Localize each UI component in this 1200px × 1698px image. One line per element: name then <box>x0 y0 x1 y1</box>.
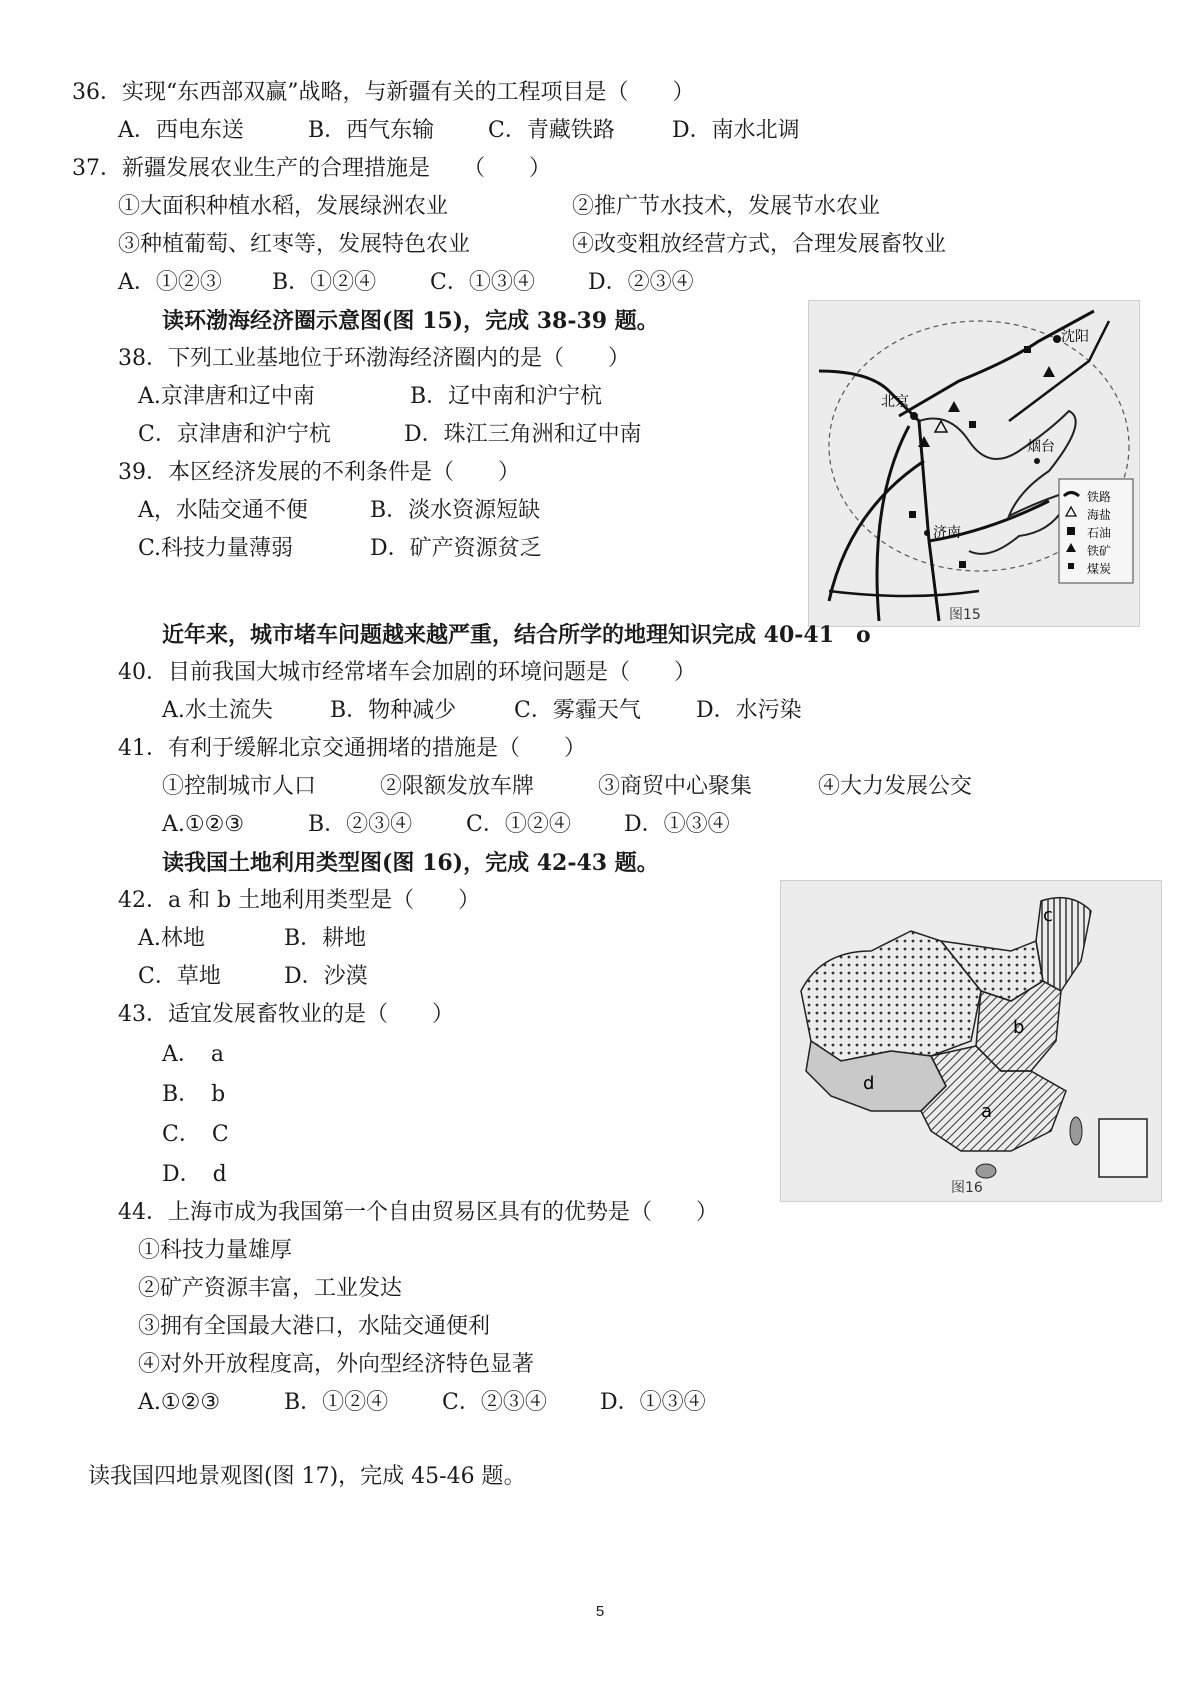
option-44-c: C．②③④ <box>442 1390 547 1415</box>
statement-44-2: ②矿产资源丰富，工业发达 <box>138 1276 403 1301</box>
question-37: 37．新疆发展农业生产的合理措施是 （ ） <box>72 156 551 181</box>
legend-iron: 铁矿 <box>1087 544 1112 558</box>
option-38-b: B．辽中南和沪宁杭 <box>410 384 603 409</box>
intro-38-39: 读环渤海经济圈示意图(图 15)，完成 38-39 题。 <box>162 308 659 334</box>
statement-37-1: ①大面积种植水稻，发展绿洲农业 <box>118 194 449 219</box>
figure-15-bohai-map <box>808 300 1140 627</box>
option-40-d: D．水污染 <box>696 698 802 723</box>
city-label-beijing: 北京 <box>881 394 909 410</box>
question-36: 36．实现“东西部双赢”战略，与新疆有关的工程项目是（ ） <box>72 80 695 105</box>
bohai-map-drawing <box>809 301 1139 626</box>
city-label-jinan: 济南 <box>933 525 961 541</box>
option-43-b: B． b <box>162 1082 226 1107</box>
option-39-a: A，水陆交通不便 <box>138 498 308 523</box>
intro-40-41: 近年来，城市堵车问题越来越严重，结合所学的地理知识完成 40-41 o <box>162 622 871 648</box>
salt-symbol <box>935 421 947 432</box>
legend-coal: 煤炭 <box>1087 562 1112 576</box>
question-41: 41．有利于缓解北京交通拥堵的措施是（ ） <box>118 736 586 761</box>
option-41-b: B．②③④ <box>308 812 413 837</box>
page-number: 5 <box>595 1603 605 1620</box>
label-c: c <box>1043 905 1053 926</box>
option-42-b: B．耕地 <box>284 926 367 951</box>
option-39-c: C.科技力量薄弱 <box>138 536 294 561</box>
statement-44-4: ④对外开放程度高，外向型经济特色显著 <box>138 1352 535 1377</box>
city-dot-beijing <box>910 412 918 420</box>
question-38: 38．下列工业基地位于环渤海经济圈内的是（ ） <box>118 346 630 371</box>
option-41-d: D．①③④ <box>624 812 730 837</box>
option-38-c: C．京津唐和沪宁杭 <box>138 422 331 447</box>
statement-41-4: ④大力发展公交 <box>818 774 973 799</box>
iron-symbol <box>948 401 960 412</box>
statement-37-3: ③种植葡萄、红枣等，发展特色农业 <box>118 232 471 257</box>
city-label-shenyang: 沈阳 <box>1061 329 1089 345</box>
option-43-c: C． C <box>162 1122 229 1147</box>
statement-41-3: ③商贸中心聚集 <box>598 774 753 799</box>
option-42-c: C．草地 <box>138 964 221 989</box>
label-a: a <box>981 1101 993 1122</box>
option-42-a: A.林地 <box>138 926 205 951</box>
option-40-a: A.水土流失 <box>162 698 273 723</box>
option-44-d: D．①③④ <box>600 1390 706 1415</box>
figure-16-land-use-map <box>780 880 1162 1202</box>
iron-symbol <box>1043 366 1055 377</box>
question-39: 39．本区经济发展的不利条件是（ ） <box>118 460 520 485</box>
intro-45-46: 读我国四地景观图(图 17)，完成 45-46 题。 <box>88 1464 526 1489</box>
option-44-b: B．①②④ <box>284 1390 389 1415</box>
option-39-d: D．矿产资源贫乏 <box>370 536 542 561</box>
option-37-b: B．①②④ <box>272 270 377 295</box>
label-b: b <box>1013 1017 1025 1038</box>
option-36-c: C．青藏铁路 <box>488 118 615 143</box>
option-43-d: D． d <box>162 1162 227 1187</box>
city-dot-yantai <box>1034 458 1040 464</box>
coal-symbol <box>959 561 966 568</box>
statement-44-1: ①科技力量雄厚 <box>138 1238 293 1263</box>
city-dot-jinan <box>924 530 930 536</box>
legend-oil: 石油 <box>1087 526 1112 540</box>
statement-37-4: ④改变粗放经营方式，合理发展畜牧业 <box>572 232 947 257</box>
option-40-c: C．雾霾天气 <box>514 698 641 723</box>
option-40-b: B．物种减少 <box>330 698 457 723</box>
legend-sea-salt: 海盐 <box>1087 508 1112 522</box>
statement-44-3: ③拥有全国最大港口，水陆交通便利 <box>138 1314 491 1339</box>
option-36-a: A．西电东送 <box>118 118 244 143</box>
option-39-b: B．淡水资源短缺 <box>370 498 541 523</box>
land-use-map-drawing <box>781 881 1161 1201</box>
coal-symbol <box>909 511 916 518</box>
figure-15-caption: 图15 <box>949 607 981 623</box>
legend-railway: 铁路 <box>1087 490 1112 504</box>
label-d: d <box>863 1073 875 1094</box>
option-38-a: A.京津唐和辽中南 <box>138 384 315 409</box>
option-37-d: D．②③④ <box>588 270 694 295</box>
question-42: 42．a 和 b 土地利用类型是（ ） <box>118 888 481 913</box>
question-40: 40．目前我国大城市经常堵车会加剧的环境问题是（ ） <box>118 660 696 685</box>
question-43: 43．适宜发展畜牧业的是（ ） <box>118 1002 454 1027</box>
option-36-b: B．西气东输 <box>308 118 435 143</box>
statement-37-2: ②推广节水技术，发展节水农业 <box>572 194 881 219</box>
option-44-a: A.①②③ <box>138 1390 221 1415</box>
coal-symbol <box>1024 346 1031 353</box>
coal-symbol <box>969 421 976 428</box>
city-label-yantai: 烟台 <box>1027 439 1055 455</box>
option-41-c: C．①②④ <box>466 812 571 837</box>
statement-41-2: ②限额发放车牌 <box>380 774 535 799</box>
city-dot-shenyang <box>1053 335 1061 343</box>
option-41-a: A.①②③ <box>162 812 245 837</box>
figure-16-caption: 图16 <box>951 1180 983 1196</box>
option-37-a: A．①②③ <box>118 270 222 295</box>
statement-41-1: ①控制城市人口 <box>162 774 317 799</box>
option-42-d: D．沙漠 <box>284 964 368 989</box>
option-36-d: D．南水北调 <box>672 118 800 143</box>
option-37-c: C．①③④ <box>430 270 535 295</box>
question-44: 44．上海市成为我国第一个自由贸易区具有的优势是（ ） <box>118 1200 718 1225</box>
intro-42-43: 读我国土地利用类型图(图 16)，完成 42-43 题。 <box>162 850 659 876</box>
option-43-a: A． a <box>162 1042 225 1067</box>
option-38-d: D．珠江三角洲和辽中南 <box>404 422 642 447</box>
south-china-sea-inset <box>1099 1119 1147 1177</box>
